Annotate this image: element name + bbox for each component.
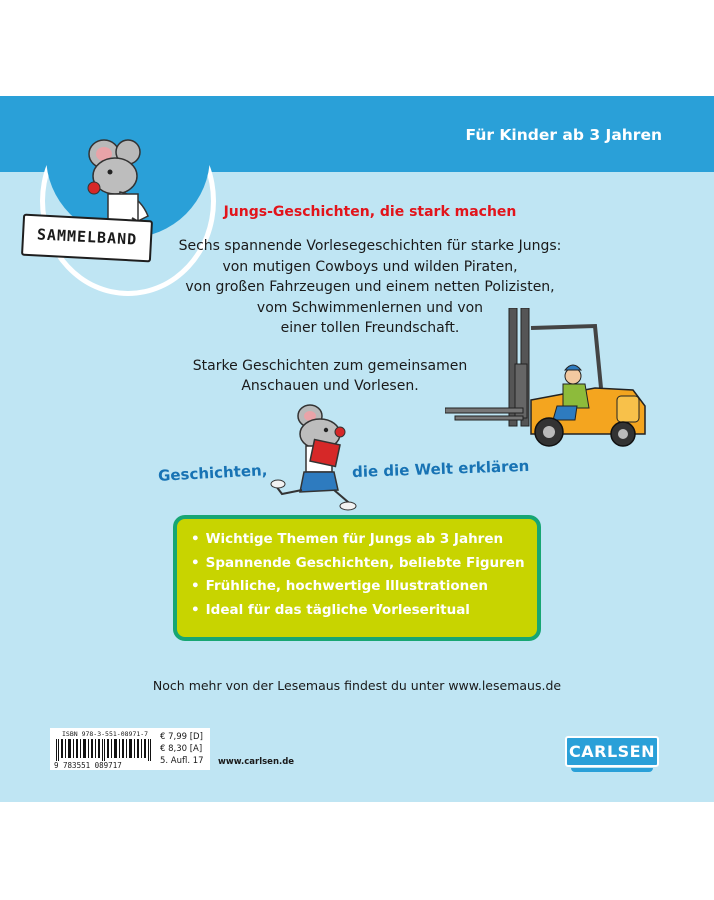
publisher-url: www.carlsen.de	[218, 757, 295, 767]
more-info-text: Noch mehr von der Lesemaus findest du unter www.lesemaus.de	[152, 678, 562, 693]
edition: 5. Aufl. 17	[160, 756, 204, 766]
series-slogan-part: die die Welt erklären	[351, 456, 530, 482]
feature-item	[191, 528, 537, 552]
feature-text: Ideal für das tägliche Vorleseritual	[205, 601, 470, 618]
bullet-icon: •	[191, 578, 200, 594]
feature-item	[191, 575, 537, 599]
features-list	[191, 528, 537, 622]
back-cover	[0, 96, 714, 802]
features-box	[173, 515, 541, 641]
blurb-description-2	[170, 356, 490, 396]
blurb-line: von mutigen Cowboys und wilden Piraten,	[222, 258, 518, 275]
blurb-line: von großen Fahrzeugen und einem netten Polizisten,	[185, 279, 555, 295]
feature-text: Wichtige Themen für Jungs ab 3 Jahren	[205, 531, 504, 547]
series-slogan	[158, 458, 558, 490]
price-austria: € 8,30 [A]	[160, 744, 203, 754]
feature-text: Frühliche, hochwertige Illustrationen	[205, 578, 488, 594]
bullet-icon: •	[191, 531, 200, 547]
blurb-line: Starke Geschichten zum gemeinsamen	[192, 358, 468, 374]
price-block	[160, 731, 204, 767]
running-mouse-illustration	[268, 402, 358, 512]
barcode-box	[50, 728, 210, 770]
feature-text: Spannende Geschichten, beliebte Figuren	[205, 554, 525, 571]
blurb-line: Anschauen und Vorlesen.	[241, 378, 419, 394]
publisher-logo: CARLSEN	[565, 736, 659, 767]
barcode-number: 9 783551 089717	[54, 761, 122, 770]
blurb-line: vom Schwimmenlernen und von	[256, 299, 484, 316]
forklift-illustration	[445, 308, 655, 453]
bullet-icon: •	[191, 554, 200, 571]
blurb-line: einer tollen Freundschaft.	[280, 320, 460, 336]
series-slogan-part: Geschichten,	[157, 461, 268, 485]
bullet-icon: •	[191, 601, 200, 618]
isbn-text: ISBN 978-3-551-08971-7	[62, 730, 149, 738]
age-label: Für Kinder ab 3 Jahren	[465, 126, 662, 144]
feature-item	[191, 599, 537, 623]
blurb-title: Jungs-Geschichten, die stark machen	[223, 204, 517, 220]
barcode-icon	[54, 739, 154, 761]
sammelband-badge: SAMMELBAND	[21, 214, 153, 263]
feature-item	[191, 552, 537, 576]
price-germany: € 7,99 [D]	[160, 732, 203, 742]
blurb-line: Sechs spannende Vorlesegeschichten für starke Jungs:	[178, 238, 562, 254]
